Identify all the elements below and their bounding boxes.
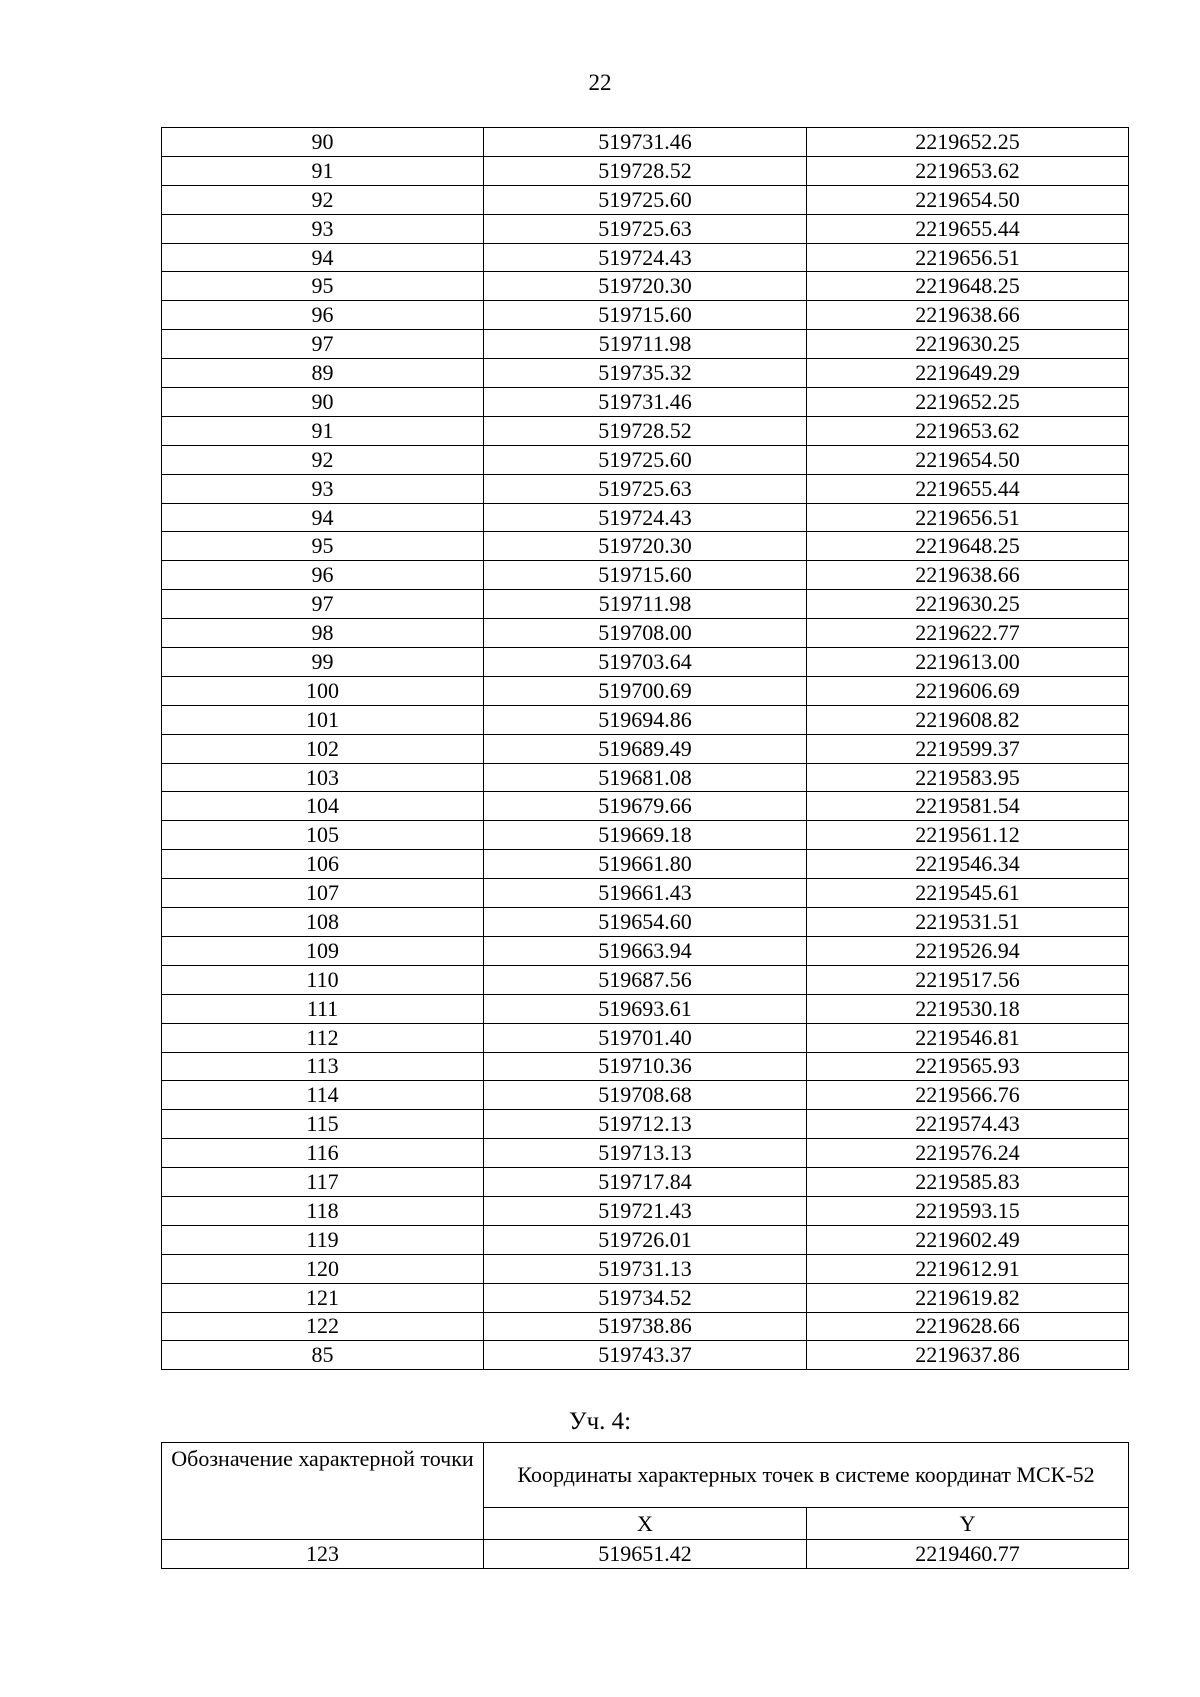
x-coordinate-cell: 519708.68 bbox=[484, 1081, 807, 1110]
x-coordinate-cell: 519701.40 bbox=[484, 1023, 807, 1052]
x-coordinate-cell: 519728.52 bbox=[484, 156, 807, 185]
point-number-cell: 95 bbox=[162, 272, 484, 301]
x-coordinate-cell: 519724.43 bbox=[484, 243, 807, 272]
point-number-cell: 114 bbox=[162, 1081, 484, 1110]
point-number-cell: 96 bbox=[162, 561, 484, 590]
table-row bbox=[162, 1540, 1129, 1569]
point-number-cell: 122 bbox=[162, 1312, 484, 1341]
section-title: Уч. 4: bbox=[568, 1408, 632, 1435]
y-coordinate-cell: 2219649.29 bbox=[807, 359, 1129, 388]
x-coordinate-cell: 519711.98 bbox=[484, 330, 807, 359]
x-coordinate-cell: 519687.56 bbox=[484, 965, 807, 994]
table-row bbox=[162, 1312, 1129, 1341]
x-coordinate-cell: 519715.60 bbox=[484, 301, 807, 330]
table-row bbox=[162, 1139, 1129, 1168]
y-coordinate-cell: 2219565.93 bbox=[807, 1052, 1129, 1081]
point-number-cell: 120 bbox=[162, 1254, 484, 1283]
x-coordinate-cell: 519738.86 bbox=[484, 1312, 807, 1341]
header-y: Y bbox=[807, 1508, 1129, 1540]
point-number-cell: 102 bbox=[162, 734, 484, 763]
point-number-cell: 112 bbox=[162, 1023, 484, 1052]
table-row bbox=[162, 185, 1129, 214]
x-coordinate-cell: 519654.60 bbox=[484, 908, 807, 937]
point-number-cell: 116 bbox=[162, 1139, 484, 1168]
x-coordinate-cell: 519712.13 bbox=[484, 1110, 807, 1139]
x-coordinate-cell: 519725.63 bbox=[484, 214, 807, 243]
table-row bbox=[162, 1254, 1129, 1283]
table-row bbox=[162, 214, 1129, 243]
x-coordinate-cell: 519651.42 bbox=[484, 1540, 807, 1569]
x-coordinate-cell: 519679.66 bbox=[484, 792, 807, 821]
point-number-cell: 93 bbox=[162, 214, 484, 243]
point-number-cell: 94 bbox=[162, 243, 484, 272]
x-coordinate-cell: 519681.08 bbox=[484, 763, 807, 792]
point-number-cell: 123 bbox=[162, 1540, 484, 1569]
y-coordinate-cell: 2219545.61 bbox=[807, 879, 1129, 908]
x-coordinate-cell: 519717.84 bbox=[484, 1168, 807, 1197]
header-coordinates: Координаты характерных точек в системе координат МСК-52 bbox=[484, 1443, 1129, 1508]
y-coordinate-cell: 2219648.25 bbox=[807, 272, 1129, 301]
table-row bbox=[162, 879, 1129, 908]
x-coordinate-cell: 519731.46 bbox=[484, 388, 807, 417]
point-number-cell: 115 bbox=[162, 1110, 484, 1139]
table-row bbox=[162, 1168, 1129, 1197]
y-coordinate-cell: 2219546.81 bbox=[807, 1023, 1129, 1052]
point-number-cell: 93 bbox=[162, 474, 484, 503]
table-row bbox=[162, 532, 1129, 561]
y-coordinate-cell: 2219655.44 bbox=[807, 214, 1129, 243]
point-number-cell: 97 bbox=[162, 330, 484, 359]
x-coordinate-cell: 519721.43 bbox=[484, 1196, 807, 1225]
point-number-cell: 105 bbox=[162, 821, 484, 850]
y-coordinate-cell: 2219619.82 bbox=[807, 1283, 1129, 1312]
table-row bbox=[162, 994, 1129, 1023]
y-coordinate-cell: 2219599.37 bbox=[807, 734, 1129, 763]
x-coordinate-cell: 519725.60 bbox=[484, 445, 807, 474]
y-coordinate-cell: 2219593.15 bbox=[807, 1196, 1129, 1225]
table-row bbox=[162, 445, 1129, 474]
page-number: 22 bbox=[588, 70, 612, 95]
x-coordinate-cell: 519731.13 bbox=[484, 1254, 807, 1283]
point-number-cell: 110 bbox=[162, 965, 484, 994]
point-number-cell: 91 bbox=[162, 156, 484, 185]
point-number-cell: 117 bbox=[162, 1168, 484, 1197]
header-point-designation: Обозначение характерной точки bbox=[162, 1443, 484, 1540]
table-row bbox=[162, 359, 1129, 388]
table-row bbox=[162, 1341, 1129, 1370]
y-coordinate-cell: 2219585.83 bbox=[807, 1168, 1129, 1197]
y-coordinate-cell: 2219656.51 bbox=[807, 503, 1129, 532]
table-row bbox=[162, 936, 1129, 965]
table-row bbox=[162, 821, 1129, 850]
point-number-cell: 107 bbox=[162, 879, 484, 908]
table-row bbox=[162, 272, 1129, 301]
y-coordinate-cell: 2219628.66 bbox=[807, 1312, 1129, 1341]
y-coordinate-cell: 2219530.18 bbox=[807, 994, 1129, 1023]
table-row bbox=[162, 1283, 1129, 1312]
point-number-cell: 119 bbox=[162, 1225, 484, 1254]
table-row bbox=[162, 243, 1129, 272]
y-coordinate-cell: 2219606.69 bbox=[807, 676, 1129, 705]
y-coordinate-cell: 2219613.00 bbox=[807, 648, 1129, 677]
point-number-cell: 94 bbox=[162, 503, 484, 532]
y-coordinate-cell: 2219648.25 bbox=[807, 532, 1129, 561]
y-coordinate-cell: 2219654.50 bbox=[807, 445, 1129, 474]
y-coordinate-cell: 2219608.82 bbox=[807, 705, 1129, 734]
y-coordinate-cell: 2219612.91 bbox=[807, 1254, 1129, 1283]
table-row bbox=[162, 561, 1129, 590]
y-coordinate-cell: 2219630.25 bbox=[807, 590, 1129, 619]
table-row bbox=[162, 734, 1129, 763]
x-coordinate-cell: 519743.37 bbox=[484, 1341, 807, 1370]
table-row bbox=[162, 301, 1129, 330]
table-row bbox=[162, 792, 1129, 821]
point-number-cell: 106 bbox=[162, 850, 484, 879]
point-number-cell: 113 bbox=[162, 1052, 484, 1081]
table-row bbox=[162, 619, 1129, 648]
x-coordinate-cell: 519710.36 bbox=[484, 1052, 807, 1081]
x-coordinate-cell: 519700.69 bbox=[484, 676, 807, 705]
y-coordinate-cell: 2219653.62 bbox=[807, 156, 1129, 185]
table-row bbox=[162, 705, 1129, 734]
y-coordinate-cell: 2219561.12 bbox=[807, 821, 1129, 850]
point-number-cell: 95 bbox=[162, 532, 484, 561]
x-coordinate-cell: 519725.63 bbox=[484, 474, 807, 503]
y-coordinate-cell: 2219656.51 bbox=[807, 243, 1129, 272]
table-row bbox=[162, 388, 1129, 417]
x-coordinate-cell: 519728.52 bbox=[484, 416, 807, 445]
x-coordinate-cell: 519724.43 bbox=[484, 503, 807, 532]
point-number-cell: 92 bbox=[162, 185, 484, 214]
x-coordinate-cell: 519734.52 bbox=[484, 1283, 807, 1312]
point-number-cell: 85 bbox=[162, 1341, 484, 1370]
header-x: X bbox=[484, 1508, 807, 1540]
table-row bbox=[162, 1225, 1129, 1254]
table-row bbox=[162, 850, 1129, 879]
section-table-body bbox=[162, 1540, 1129, 1569]
table-row bbox=[162, 676, 1129, 705]
point-number-cell: 98 bbox=[162, 619, 484, 648]
y-coordinate-cell: 2219517.56 bbox=[807, 965, 1129, 994]
x-coordinate-cell: 519689.49 bbox=[484, 734, 807, 763]
x-coordinate-cell: 519726.01 bbox=[484, 1225, 807, 1254]
point-number-cell: 92 bbox=[162, 445, 484, 474]
point-number-cell: 108 bbox=[162, 908, 484, 937]
y-coordinate-cell: 2219652.25 bbox=[807, 128, 1129, 157]
point-number-cell: 111 bbox=[162, 994, 484, 1023]
y-coordinate-cell: 2219526.94 bbox=[807, 936, 1129, 965]
table-row bbox=[162, 416, 1129, 445]
x-coordinate-cell: 519694.86 bbox=[484, 705, 807, 734]
coordinates-table-body bbox=[162, 128, 1129, 1370]
y-coordinate-cell: 2219546.34 bbox=[807, 850, 1129, 879]
coordinates-table bbox=[161, 127, 1129, 1370]
table-row bbox=[162, 1196, 1129, 1225]
y-coordinate-cell: 2219655.44 bbox=[807, 474, 1129, 503]
y-coordinate-cell: 2219581.54 bbox=[807, 792, 1129, 821]
point-number-cell: 90 bbox=[162, 128, 484, 157]
point-number-cell: 96 bbox=[162, 301, 484, 330]
y-coordinate-cell: 2219638.66 bbox=[807, 561, 1129, 590]
x-coordinate-cell: 519669.18 bbox=[484, 821, 807, 850]
x-coordinate-cell: 519715.60 bbox=[484, 561, 807, 590]
y-coordinate-cell: 2219622.77 bbox=[807, 619, 1129, 648]
y-coordinate-cell: 2219566.76 bbox=[807, 1081, 1129, 1110]
table-row bbox=[162, 128, 1129, 157]
point-number-cell: 89 bbox=[162, 359, 484, 388]
table-row bbox=[162, 1052, 1129, 1081]
x-coordinate-cell: 519725.60 bbox=[484, 185, 807, 214]
x-coordinate-cell: 519661.43 bbox=[484, 879, 807, 908]
y-coordinate-cell: 2219531.51 bbox=[807, 908, 1129, 937]
x-coordinate-cell: 519720.30 bbox=[484, 272, 807, 301]
table-row bbox=[162, 330, 1129, 359]
x-coordinate-cell: 519703.64 bbox=[484, 648, 807, 677]
x-coordinate-cell: 519735.32 bbox=[484, 359, 807, 388]
y-coordinate-cell: 2219637.86 bbox=[807, 1341, 1129, 1370]
y-coordinate-cell: 2219638.66 bbox=[807, 301, 1129, 330]
y-coordinate-cell: 2219583.95 bbox=[807, 763, 1129, 792]
y-coordinate-cell: 2219576.24 bbox=[807, 1139, 1129, 1168]
point-number-cell: 121 bbox=[162, 1283, 484, 1312]
table-row bbox=[162, 156, 1129, 185]
point-number-cell: 109 bbox=[162, 936, 484, 965]
table-row bbox=[162, 1110, 1129, 1139]
y-coordinate-cell: 2219460.77 bbox=[807, 1540, 1129, 1569]
section-coordinates-table bbox=[161, 1442, 1129, 1569]
table-row bbox=[162, 965, 1129, 994]
x-coordinate-cell: 519720.30 bbox=[484, 532, 807, 561]
table-row bbox=[162, 763, 1129, 792]
y-coordinate-cell: 2219654.50 bbox=[807, 185, 1129, 214]
point-number-cell: 101 bbox=[162, 705, 484, 734]
point-number-cell: 97 bbox=[162, 590, 484, 619]
point-number-cell: 100 bbox=[162, 676, 484, 705]
table-row bbox=[162, 474, 1129, 503]
header-row bbox=[162, 1443, 1129, 1508]
y-coordinate-cell: 2219630.25 bbox=[807, 330, 1129, 359]
point-number-cell: 90 bbox=[162, 388, 484, 417]
x-coordinate-cell: 519693.61 bbox=[484, 994, 807, 1023]
table-row bbox=[162, 908, 1129, 937]
x-coordinate-cell: 519661.80 bbox=[484, 850, 807, 879]
point-number-cell: 104 bbox=[162, 792, 484, 821]
point-number-cell: 91 bbox=[162, 416, 484, 445]
x-coordinate-cell: 519711.98 bbox=[484, 590, 807, 619]
y-coordinate-cell: 2219574.43 bbox=[807, 1110, 1129, 1139]
table-row bbox=[162, 590, 1129, 619]
x-coordinate-cell: 519663.94 bbox=[484, 936, 807, 965]
x-coordinate-cell: 519708.00 bbox=[484, 619, 807, 648]
y-coordinate-cell: 2219602.49 bbox=[807, 1225, 1129, 1254]
point-number-cell: 118 bbox=[162, 1196, 484, 1225]
point-number-cell: 99 bbox=[162, 648, 484, 677]
point-number-cell: 103 bbox=[162, 763, 484, 792]
x-coordinate-cell: 519731.46 bbox=[484, 128, 807, 157]
table-row bbox=[162, 503, 1129, 532]
table-row bbox=[162, 1023, 1129, 1052]
table-row bbox=[162, 648, 1129, 677]
y-coordinate-cell: 2219652.25 bbox=[807, 388, 1129, 417]
table-row bbox=[162, 1081, 1129, 1110]
y-coordinate-cell: 2219653.62 bbox=[807, 416, 1129, 445]
x-coordinate-cell: 519713.13 bbox=[484, 1139, 807, 1168]
